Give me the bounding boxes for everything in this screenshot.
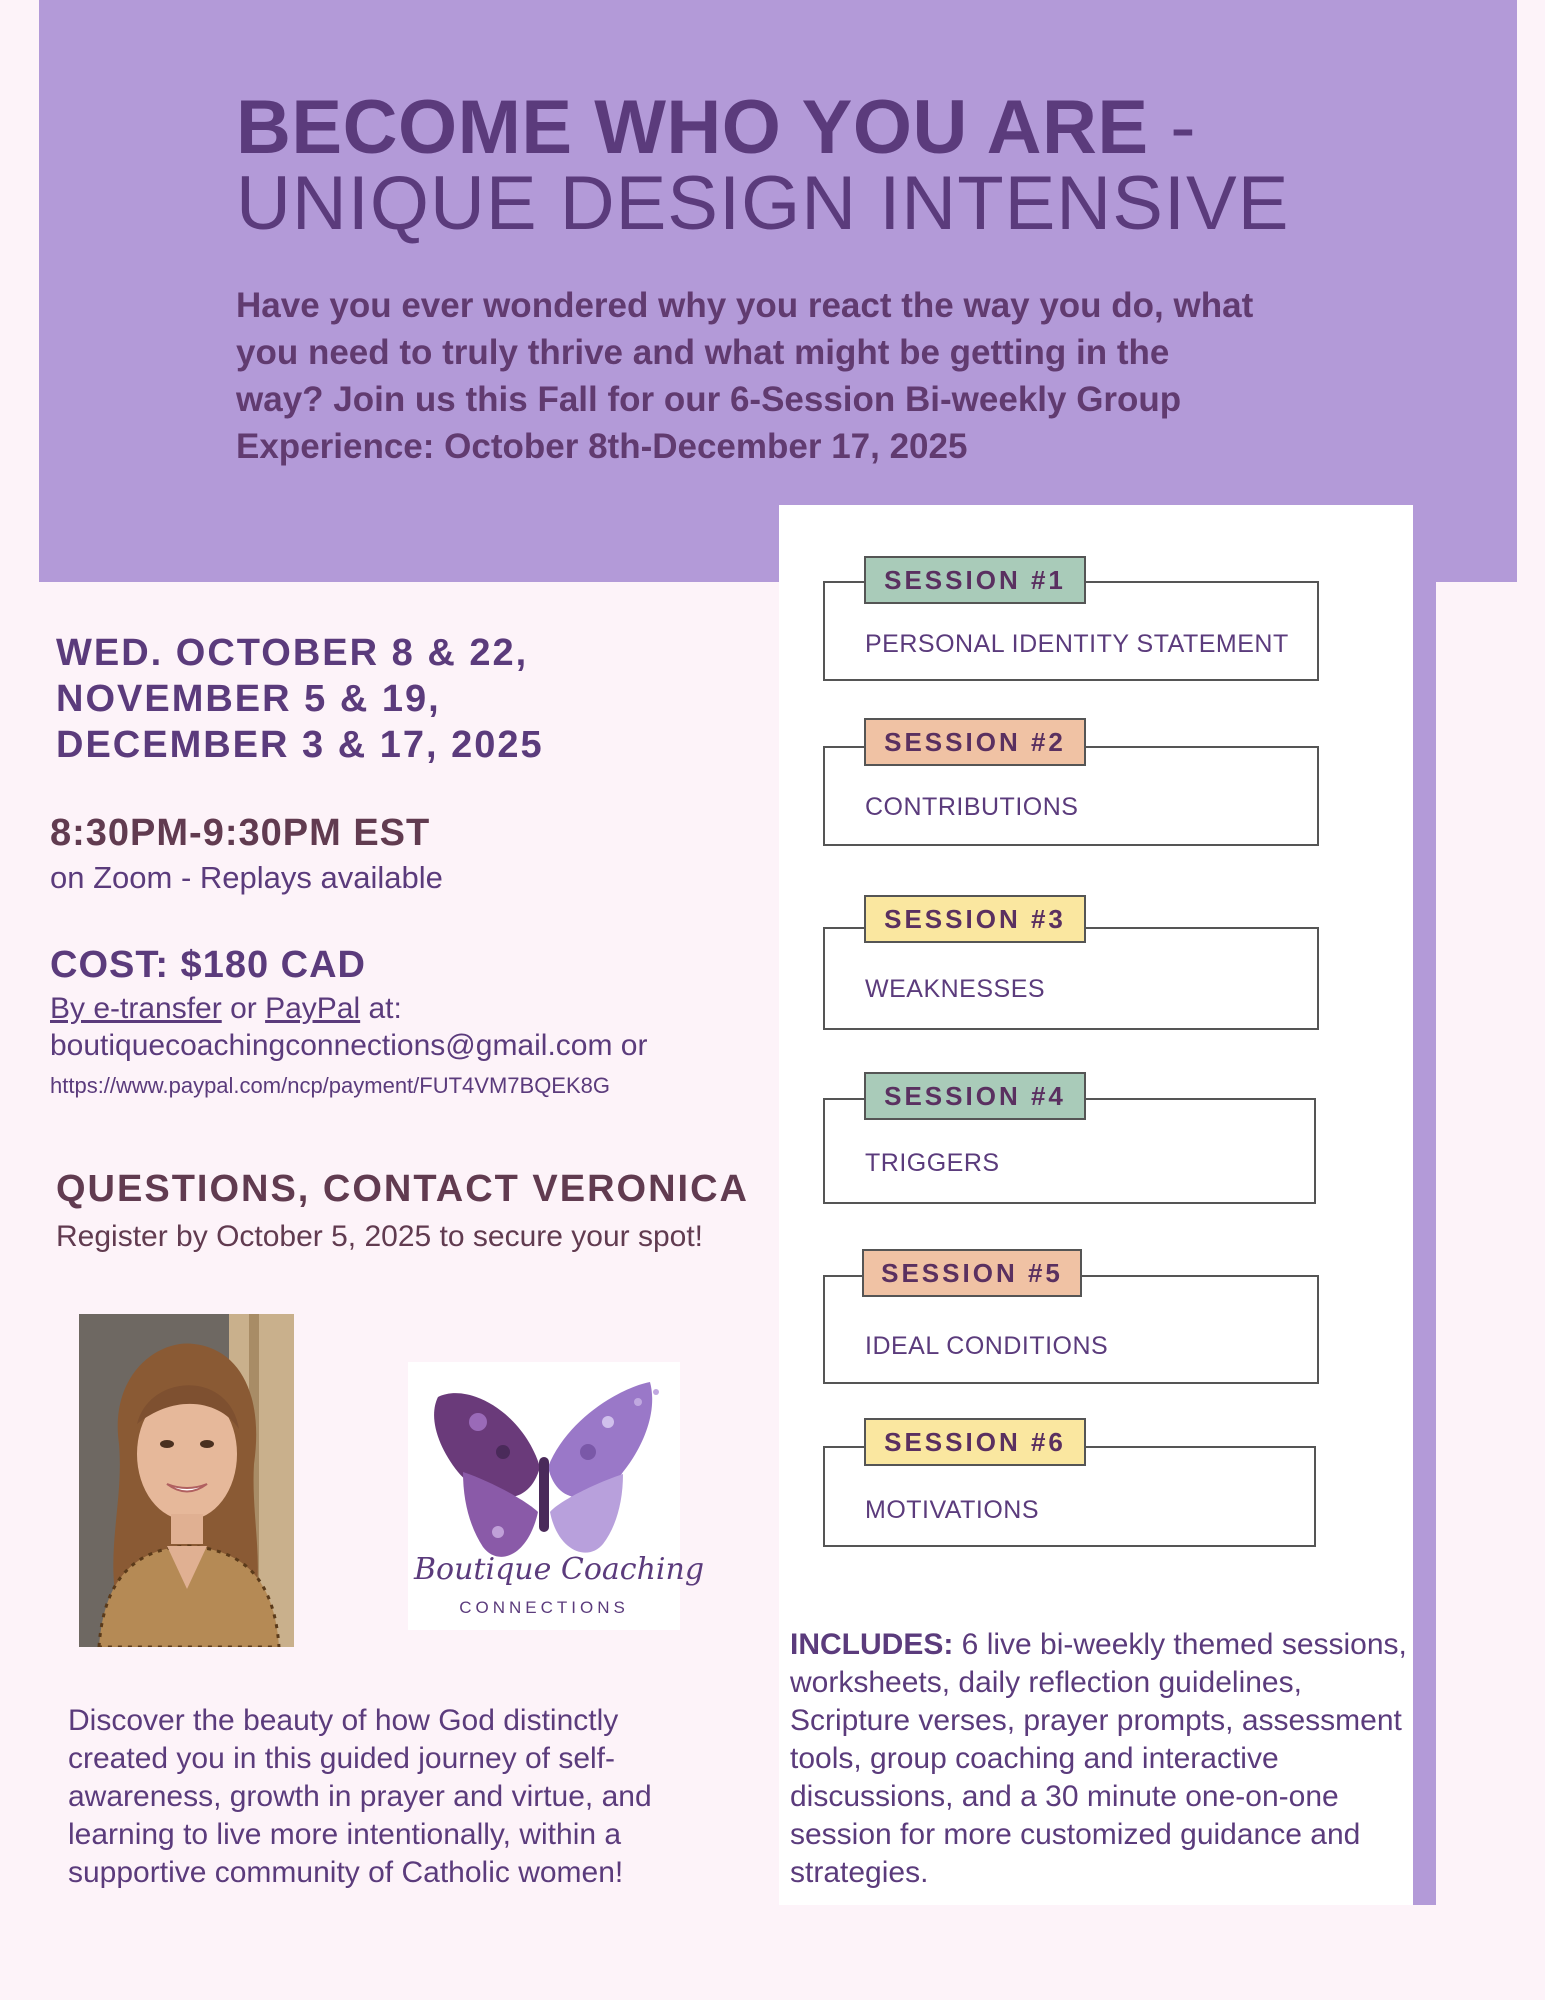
session-tag-4: SESSION #4 (864, 1072, 1086, 1120)
session-tag-5: SESSION #5 (862, 1249, 1082, 1297)
session-desc-4: TRIGGERS (865, 1149, 1000, 1177)
butterfly-icon (408, 1362, 705, 1630)
session-tag-1: SESSION #1 (864, 556, 1086, 604)
veronica-photo (79, 1314, 294, 1647)
session-tag-3: SESSION #3 (864, 895, 1086, 943)
session-desc-6: MOTIVATIONS (865, 1496, 1040, 1524)
event-location: on Zoom - Replays available (50, 860, 443, 895)
logo-sub-text: CONNECTIONS (459, 1598, 629, 1617)
session-desc-1: PERSONAL IDENTITY STATEMENT (865, 630, 1289, 658)
dates-line-2: NOVEMBER 5 & 19, (56, 678, 441, 720)
portrait-illustration (79, 1314, 294, 1647)
payment-methods (50, 988, 402, 1029)
logo-script-text: Boutique Coaching (414, 1552, 705, 1587)
includes-text: 6 live bi-weekly themed sessions, worksheets, daily reflection guidelines, Scripture verses, prayer prompts, assessment tools, group coaching and interactive discussions, and a 30 minute one-on-one session for more customized guidance and strategies. (790, 1628, 1407, 1889)
includes-paragraph (790, 1626, 1410, 1892)
cost-label: COST: $180 CAD (50, 944, 366, 986)
questions-heading: QUESTIONS, CONTACT VERONICA (56, 1168, 749, 1210)
intro-text: Have you ever wondered why you react the way you do, what you need to truly thrive and what might be getting in the way? Join us this Fall for our 6-Session Bi-weekly Group Experience: October 8th-December 17, 2025 (236, 286, 1254, 466)
session-desc-2: CONTRIBUTIONS (865, 793, 1079, 821)
dates-line-1: WED. OCTOBER 8 & 22, (56, 632, 529, 674)
or-text: or (221, 992, 266, 1025)
title-dash: - (1148, 85, 1197, 170)
boutique-coaching-logo (408, 1362, 705, 1630)
page-subtitle: UNIQUE DESIGN INTENSIVE (236, 161, 1290, 246)
session-tag-6: SESSION #6 (864, 1418, 1086, 1466)
etransfer-link[interactable]: By e-transfer (50, 992, 222, 1025)
title-bold: BECOME WHO YOU ARE (236, 85, 1149, 170)
session-desc-5: IDEAL CONDITIONS (865, 1332, 1109, 1360)
at-text: at: (360, 992, 402, 1025)
paypal-link[interactable]: PayPal (265, 992, 361, 1025)
panel-shadow (1412, 582, 1436, 1905)
dates-line-3: DECEMBER 3 & 17, 2025 (56, 724, 544, 766)
event-time: 8:30PM-9:30PM EST (50, 812, 431, 854)
includes-label: INCLUDES: (790, 1628, 954, 1661)
event-dates (56, 630, 544, 768)
paypal-url: https://www.paypal.com/ncp/payment/FUT4VM7BQEK8G (50, 1073, 611, 1098)
page-title (236, 84, 1196, 171)
session-desc-3: WEAKNESSES (865, 975, 1046, 1003)
session-tag-2: SESSION #2 (864, 718, 1086, 766)
discover-paragraph: Discover the beauty of how God distinctly created you in this guided journey of self-awareness, growth in prayer and virtue, and learning to live more intentionally, within a supportive community of Catholic women! (68, 1704, 652, 1889)
register-note: Register by October 5, 2025 to secure your spot! (56, 1220, 704, 1253)
contact-email: boutiquecoachingconnections@gmail.com or (50, 1029, 648, 1062)
